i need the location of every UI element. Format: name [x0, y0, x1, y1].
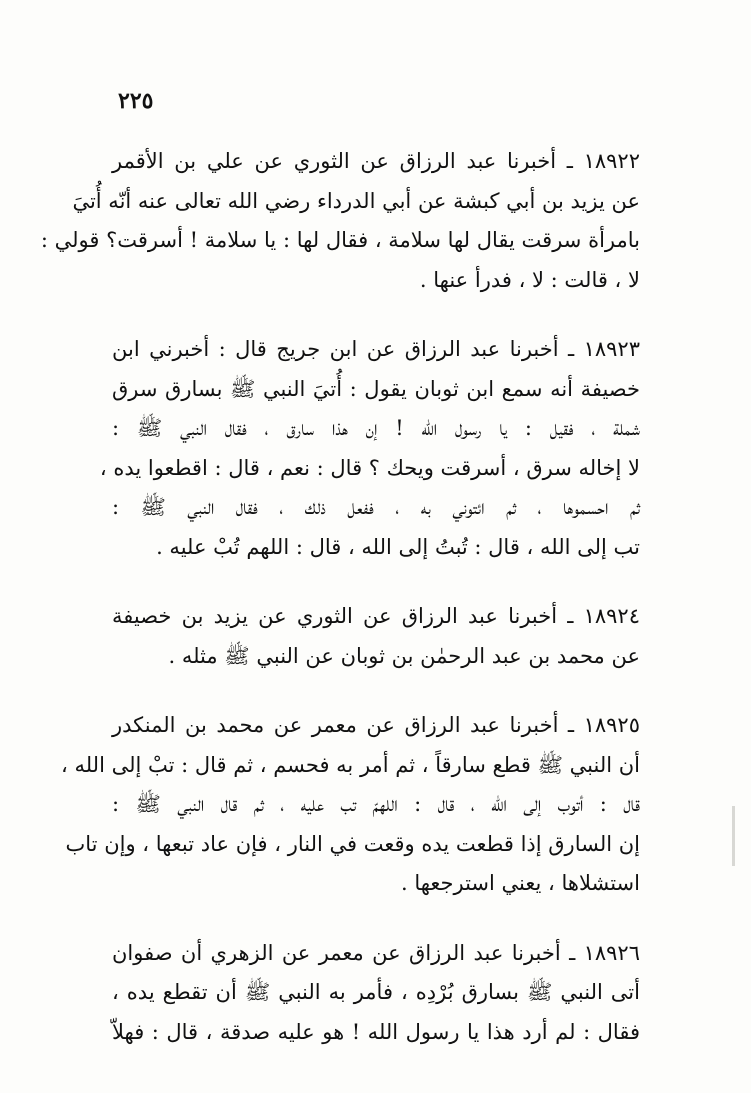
text-line: قال : أتوب إلى الله ، قال : اللهمّ تب عليه ، ثم قال النبي ﷺ :	[112, 792, 640, 816]
text-line: شملة ، فقيل : يا رسول الله ! إن هذا سارق ، فقال النبي ﷺ :	[112, 416, 640, 440]
text-line: ١٨٩٢٦ ـ أخبرنا عبد الرزاق عن معمر عن الزهري أن صفوان	[112, 940, 640, 965]
text-line: إن السارق إذا قطعت يده وقعت في النار ، فإن عاد تبعها ، وإن تاب	[65, 831, 640, 856]
text-line: تب إلى الله ، قال : تُبتُ إلى الله ، قال : اللهم تُبْ عليه .	[156, 534, 640, 559]
text-line: أتى النبي ﷺ بسارق بُرْدِه ، فأمر به النبي ﷺ أن تقطع يده ،	[112, 980, 640, 1004]
page-number: ٢٢٥	[118, 88, 154, 114]
hadith-18922	[40, 142, 640, 300]
text-line: عن يزيد بن أبي كبشة عن أبي الدرداء رضي الله تعالى عنه أنّه أُتيَ	[72, 188, 640, 213]
text-line: خصيفة أنه سمع ابن ثوبان يقول : أُتيَ النبي ﷺ بسارق سرق	[112, 376, 640, 401]
text-line: لا ، قالت : لا ، فدرأ عنها .	[419, 267, 640, 292]
text-line: عن محمد بن عبد الرحمٰن بن ثوبان عن النبي ﷺ مثله .	[168, 643, 640, 668]
text-line: ١٨٩٢٢ ـ أخبرنا عبد الرزاق عن الثوري عن علي بن الأقمر	[112, 149, 640, 173]
hadith-18925	[61, 706, 640, 904]
text-line: أن النبي ﷺ قطع سارقاً ، ثم أمر به فحسم ، ثم قال : تبْ إلى الله ،	[61, 752, 640, 777]
text-line: ١٨٩٢٤ ـ أخبرنا عبد الرزاق عن الثوري عن يزيد بن خصيفة	[112, 604, 640, 628]
hadith-18924	[112, 597, 640, 676]
hadith-18923	[99, 330, 640, 567]
page-body	[40, 142, 640, 1082]
hadith-18926	[112, 934, 640, 1053]
scan-artifact	[732, 806, 735, 866]
text-line: استشلاها ، يعني استرجعها .	[400, 871, 640, 895]
text-line: فقال : لم أرد هذا يا رسول الله ! هو عليه صدقة ، قال : فهلاّ	[112, 1019, 640, 1044]
text-line: بامرأة سرقت يقال لها سلامة ، فقال لها : يا سلامة ! أسرقت؟ قولي :	[40, 228, 640, 252]
text-line: ١٨٩٢٥ ـ أخبرنا عبد الرزاق عن معمر عن محمد بن المنكدر	[112, 713, 640, 737]
text-line: لا إخاله سرق ، أسرقت ويحك ؟ قال : نعم ، قال : اقطعوا يده ،	[99, 455, 640, 480]
text-line: ثم احسموها ، ثم ائتوني به ، ففعل ذلك ، فقال النبي ﷺ :	[112, 495, 640, 519]
text-line: ١٨٩٢٣ ـ أخبرنا عبد الرزاق عن ابن جريج قال : أخبرني ابن	[112, 337, 640, 361]
